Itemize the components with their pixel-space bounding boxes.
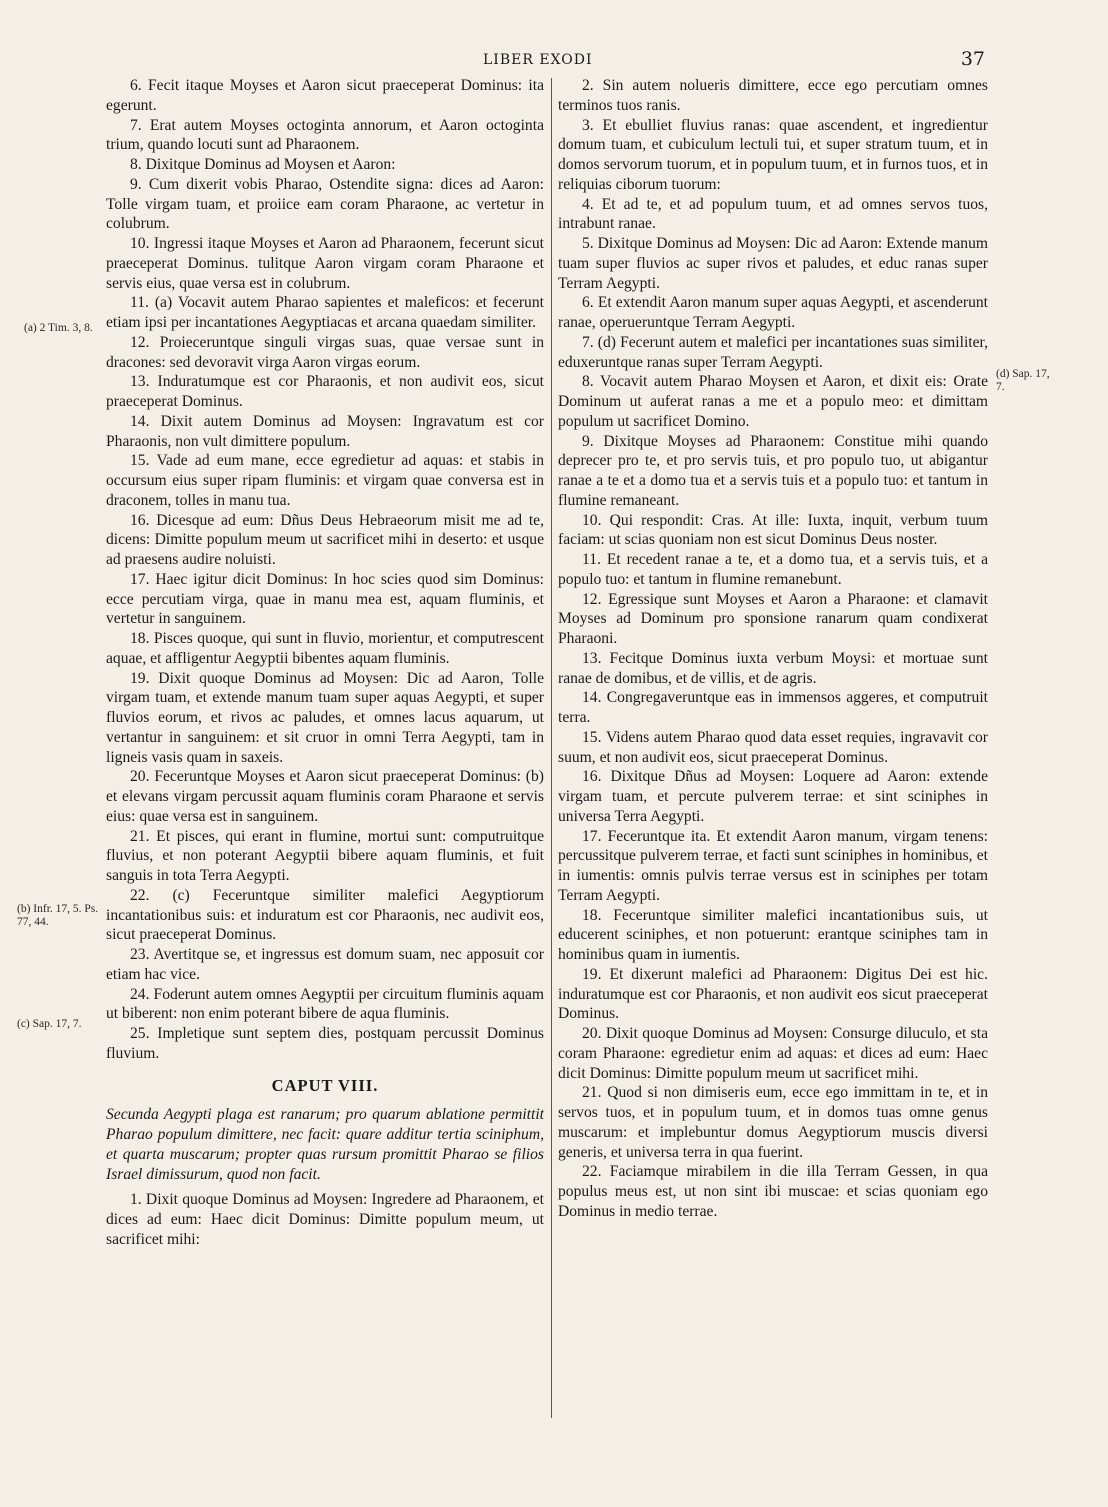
verse: 24. Foderunt autem omnes Aegyptii per circuitum fluminis aquam ut biberent: non enim poterant bibere de aqua fluminis. <box>106 985 544 1023</box>
verse: 20. Feceruntque Moyses et Aaron sicut praeceperat Dominus: (b) et elevans virgam percussit aquam fluminis coram Pharaone et servis eius: quae versa est in sanguinem. <box>106 768 544 825</box>
verse: 7. Erat autem Moyses octoginta annorum, et Aaron octoginta trium, quando locuti sunt ad Pharaonem. <box>106 116 544 154</box>
verse: 12. Proieceruntque singuli virgas suas, quae versae sunt in dracones: sed devoravit virga Aaron virgas eorum. <box>106 333 544 371</box>
book-title: LIBER EXODI <box>483 52 593 68</box>
verse: 10. Ingressi itaque Moyses et Aaron ad Pharaonem, fecerunt sicut praeceperat Dominus. tulitque Aaron virgam coram Pharaone et servis eius, quae versa est in colubrum. <box>106 235 544 292</box>
margin-note-b: (b) Infr. 17, 5. Ps. 77, 44. <box>17 903 99 928</box>
verse: 13. Induratumque est cor Pharaonis, et non audivit eos, sicut praeceperat Dominus. <box>106 373 544 410</box>
page-number: 37 <box>960 48 985 70</box>
verse: 1. Dixit quoque Dominus ad Moysen: Ingredere ad Pharaonem, et dices ad eum: Haec dicit Dominus: Dimitte populum meum, ut sacrificet mihi: <box>106 1191 544 1248</box>
verse: 21. Et pisces, qui erant in flumine, mortui sunt: computruitque fluvius, et non poterant Aegyptii bibere aquam fluminis, et fuit sanguis in tota Terra Aegypti. <box>106 827 544 884</box>
verse: 6. Et extendit Aaron manum super aquas Aegypti, et ascenderunt ranae, operueruntque Terram Aegypti. <box>558 294 988 331</box>
verse: 12. Egressique sunt Moyses et Aaron a Pharaone: et clamavit Moyses ad Dominum pro sponsione ranarum quam condixerat Pharaoni. <box>558 590 988 647</box>
margin-note-c: (c) Sap. 17, 7. <box>17 1018 82 1030</box>
verse: 7. (d) Fecerunt autem et malefici per incantationes suas similiter, eduxeruntque ranas super Terram Aegypti. <box>558 333 988 371</box>
verse: 18. Pisces quoque, qui sunt in fluvio, morientur, et computrescent aquae, et affligentur Aegyptii bibentes aquam fluminis. <box>106 630 544 667</box>
verse: 4. Et ad te, et ad populum tuum, et ad omnes servos tuos, intrabunt ranae. <box>558 195 988 233</box>
chapter-heading: CAPUT VIII. <box>271 1075 379 1095</box>
verse: 5. Dixitque Dominus ad Moysen: Dic ad Aaron: Extende manum tuam super fluvios ac super rivos et paludes, et educ ranas super Terram Aegypti. <box>558 235 988 292</box>
verse: 17. Feceruntque ita. Et extendit Aaron manum, virgam tenens: percussitque pulverem terrae, et facti sunt sciniphes in hominibus, et in iumentis: omnis pulvis terrae versus est in sciniphes per totam Terram Aegypti. <box>558 827 988 904</box>
verse: 11. Et recedent ranae a te, et a domo tua, et a servis tuis, et a populo tuo: et tantum in flumine remanebunt. <box>558 551 988 588</box>
verse: 15. Vade ad eum mane, ecce egredietur ad aquas: et stabis in occursum eius super ripam fluminis: et virgam quae conversa est in draconem, tolles in manu tua. <box>106 452 544 509</box>
verse: 2. Sin autem nolueris dimittere, ecce ego percutiam omnes terminos tuos ranis. <box>558 77 988 114</box>
verse: 22. (c) Feceruntque similiter malefici Aegyptiorum incantationibus suis: et induratum est cor Pharaonis, nec audivit eos, sicut praeceperat Dominus. <box>106 886 544 944</box>
right-column <box>558 76 988 1222</box>
running-head <box>483 48 993 74</box>
verse: 22. Faciamque mirabilem in die illa Terram Gessen, in qua populus meus est, ut non sint ibi muscae: et scias quoniam ego Dominus in medio terrae. <box>558 1163 988 1220</box>
left-column <box>106 76 544 1250</box>
verse: 25. Impletique sunt septem dies, postquam percussit Dominus fluvium. <box>106 1025 544 1062</box>
verse: 17. Haec igitur dicit Dominus: In hoc scies quod sim Dominus: ecce percutiam virga, quae in manu mea est, aquam fluminis, et vertetur in sanguinem. <box>106 570 544 628</box>
verse: 8. Vocavit autem Pharao Moysen et Aaron, et dixit eis: Orate Dominum ut auferat ranas a me et a populo meo: et dimittam populum ut sacrificet Domino. <box>558 373 988 430</box>
verse: 13. Fecitque Dominus iuxta verbum Moysi: et mortuae sunt ranae de domibus, et de villis, et de agris. <box>558 649 988 687</box>
verse: 18. Feceruntque similiter malefici incantationibus suis, ut educerent sciniphes, et non potuerunt: erantque sciniphes tam in hominibus quam in iumentis. <box>558 906 988 963</box>
verse: 14. Dixit autem Dominus ad Moysen: Ingravatum est cor Pharaonis, non vult dimittere populum. <box>106 412 544 450</box>
verse: 15. Videns autem Pharao quod data esset requies, ingravavit cor suum, et non audivit eos, sicut praeceperat Dominus. <box>558 728 988 766</box>
verse: 16. Dicesque ad eum: Dñus Deus Hebraeorum misit me ad te, dicens: Dimitte populum meum ut sacrificet mihi in deserto: et usque ad praesens audire noluisti. <box>106 511 544 568</box>
chapter-summary: Secunda Aegypti plaga est ranarum; pro quarum ablatione permittit Pharao populum dimittere, nec facit: quare additur tertia sciniphum, et quarta muscarum; propter quas rursum promittit Pharao se filios Israel dimissurum, quod non facit. <box>106 1106 544 1183</box>
verse: 16. Dixitque Dñus ad Moysen: Loquere ad Aaron: extende virgam tuam, et percute pulverem terrae: et sint sciniphes in universa Terra Aegypti. <box>558 768 988 825</box>
verse: 19. Et dixerunt malefici ad Pharaonem: Digitus Dei est hic. induratumque est cor Pharaonis, et non audivit eos sicut praeceperat Dominus. <box>558 965 988 1023</box>
verse: 11. (a) Vocavit autem Pharao sapientes et maleficos: et fecerunt etiam ipsi per incantationes Aegyptiacas et arcana quaedam similiter. <box>106 294 544 331</box>
verse: 9. Cum dixerit vobis Pharao, Ostendite signa: dices ad Aaron: Tolle virgam tuam, et proiice eam coram Pharaone, ac vertetur in colubrum. <box>106 175 544 233</box>
verse: 9. Dixitque Moyses ad Pharaonem: Constitue mihi quando deprecer pro te, et pro servis tuis, et pro populo tuo, ut abigantur ranae a te et a domo tua et a servis tuis et a populo tuo: et tantum in flumine remaneant. <box>558 432 988 509</box>
verse: 14. Congregaveruntque eas in immensos aggeres, et computruit terra. <box>558 689 988 726</box>
verse: 8. Dixitque Dominus ad Moysen et Aaron: <box>130 156 396 173</box>
verse: 19. Dixit quoque Dominus ad Moysen: Dic ad Aaron, Tolle virgam tuam, et extende manum tuam super aquas Aegypti, et super fluvios eorum, et rivos ac paludes, et omnes lacus aquarum, ut vertantur in sanguinem: et sit cruor in omni Terra Aegypti, tam in ligneis vasis quam in saxeis. <box>106 669 544 766</box>
margin-note-d: (d) Sap. 17, 7. <box>996 368 1050 393</box>
verse: 20. Dixit quoque Dominus ad Moysen: Consurge diluculo, et sta coram Pharaone: egredietur enim ad aquas: et dices ad eum: Haec dicit Dominus: Dimitte populum meum ut sacrificet mihi. <box>558 1025 988 1082</box>
margin-note-a: (a) 2 Tim. 3, 8. <box>24 322 93 334</box>
verse: 23. Avertitque se, et ingressus est domum suam, nec apposuit cor etiam hac vice. <box>106 946 544 983</box>
verse: 6. Fecit itaque Moyses et Aaron sicut praeceperat Dominus: ita egerunt. <box>106 77 544 114</box>
verse: 21. Quod si non dimiseris eum, ecce ego immittam in te, et in servos tuos, et in populum tuum, et in domos tuas omne genus muscarum: et implebuntur domus Aegyptiorum muscis diversi generis, et universa terra in qua fuerint. <box>558 1084 988 1161</box>
column-divider <box>551 78 552 1418</box>
verse: 3. Et ebulliet fluvius ranas: quae ascendent, et ingredientur domum tuam, et cubiculum lectuli tui, et super stratum tuum, et in domos servorum tuorum, et in populum tuum, et in furnos tuos, et in reliquias ciborum tuorum: <box>558 116 988 193</box>
verse: 10. Qui respondit: Cras. At ille: Iuxta, inquit, verbum tuum faciam: ut scias quoniam non est sicut Dominus Deus noster. <box>558 511 988 549</box>
